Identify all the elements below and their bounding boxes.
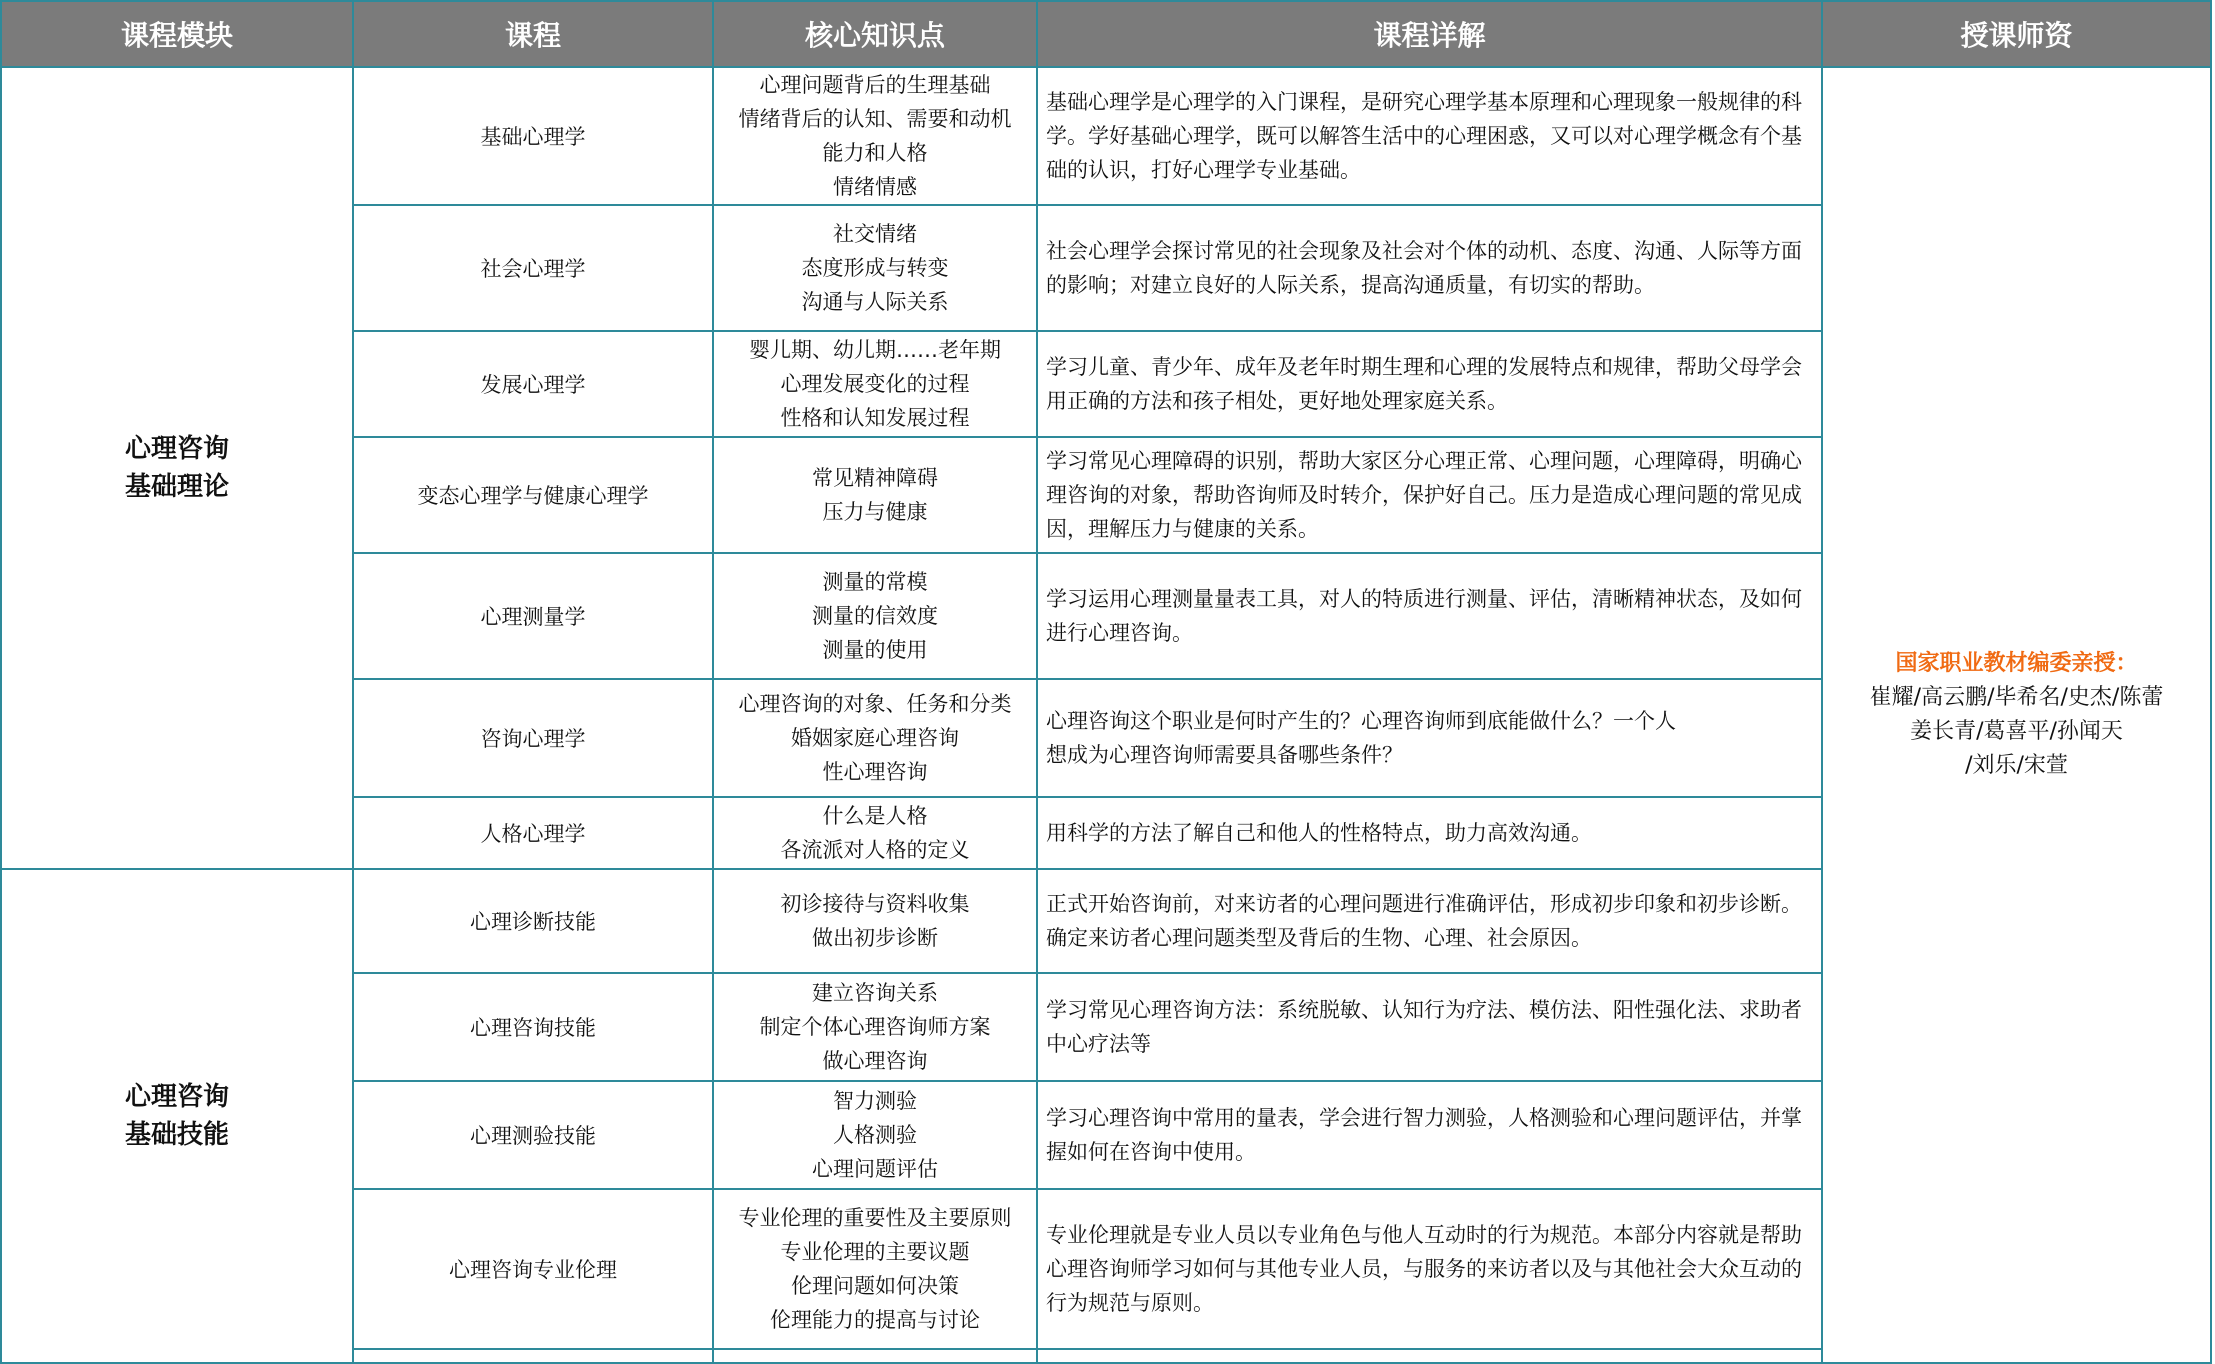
course-detail: 用科学的方法了解自己和他人的性格特点，助力高效沟通。	[1037, 797, 1822, 869]
key-point: 做心理咨询	[822, 1049, 928, 1073]
key-points	[713, 1081, 1037, 1189]
course-detail: 学习常见心理咨询方法：系统脱敏、认知行为疗法、模仿法、阳性强化法、求助者中心疗法等	[1037, 973, 1822, 1081]
course-name: 心理诊断技能	[353, 869, 713, 973]
module-line: 心理咨询	[124, 1082, 229, 1112]
course-name: 人格心理学	[353, 797, 713, 869]
course-detail: 基础心理学是心理学的入门课程，是研究心理学基本原理和心理现象一般规律的科学。学好基础心理学，既可以解答生活中的心理困惑，又可以对心理学概念有个基础的认识，打好心理学专业基础。	[1037, 67, 1822, 205]
key-point: 性心理咨询	[822, 760, 928, 784]
key-point: 专业伦理的重要性及主要原则	[738, 1206, 1012, 1230]
key-points	[713, 869, 1037, 973]
course-detail: 正式开始咨询前，对来访者的心理问题进行准确评估，形成初步印象和初步诊断。确定来访者心理问题类型及背后的生物、心理、社会原因。	[1037, 869, 1822, 973]
key-point: 情绪情感	[833, 175, 917, 199]
module-skills	[1, 869, 353, 1363]
course-name: 社会心理学	[353, 205, 713, 331]
key-point: 心理发展变化的过程	[780, 372, 970, 396]
module-theory	[1, 67, 353, 869]
key-points	[713, 437, 1037, 553]
key-point: 初诊接待与资料收集	[780, 892, 970, 916]
header-detail: 课程详解	[1037, 1, 1822, 67]
key-point: 伦理能力的提高与讨论	[770, 1308, 980, 1332]
teacher-line: 姜长青/葛喜平/孙闻天	[1910, 719, 2123, 744]
key-point: 能力和人格	[822, 141, 928, 165]
key-point: 伦理问题如何决策	[791, 1274, 959, 1298]
course-detail: 社会心理学会探讨常见的社会现象及社会对个体的动机、态度、沟通、人际等方面的影响；对建立良好的人际关系，提高沟通质量，有切实的帮助。	[1037, 205, 1822, 331]
key-point: 什么是人格	[822, 804, 928, 828]
key-points	[713, 1189, 1037, 1349]
key-point: 专业伦理的主要议题	[780, 1240, 970, 1264]
table-row	[1, 67, 2211, 205]
course-name: 心理咨询技能	[353, 973, 713, 1081]
key-points	[713, 331, 1037, 437]
key-point: 沟通与人际关系	[801, 290, 949, 314]
course-detail: 学习运用心理测量量表工具，对人的特质进行测量、评估，清晰精神状态，及如何进行心理咨询。	[1037, 553, 1822, 679]
course-detail: 心理咨询这个职业是何时产生的？心理咨询师到底能做什么？一个人 想成为心理咨询师需要具备哪些条件？	[1037, 679, 1822, 797]
key-point: 情绪背后的认知、需要和动机	[738, 107, 1012, 131]
header-row	[1, 1, 2211, 67]
course-detail: 学习心理咨询中常用的量表，学会进行智力测验，人格测验和心理问题评估，并掌握如何在咨询中使用。	[1037, 1081, 1822, 1189]
course-name: 发展心理学	[353, 331, 713, 437]
teacher-line: /刘乐/宋萱	[1965, 753, 2068, 778]
key-points	[713, 67, 1037, 205]
course-detail: 专业伦理就是专业人员以专业角色与他人互动时的行为规范。本部分内容就是帮助心理咨询师学习如何与其他专业人员，与服务的来访者以及与其他社会大众互动的行为规范与原则。	[1037, 1189, 1822, 1349]
course-name: 基础心理学	[353, 67, 713, 205]
key-points	[713, 797, 1037, 869]
key-point: 心理问题背后的生理基础	[759, 73, 991, 97]
key-point: 心理咨询的对象、任务和分类	[738, 692, 1012, 716]
header-course: 课程	[353, 1, 713, 67]
key-point: 压力与健康	[822, 500, 928, 524]
teacher-line: 崔耀/高云鹏/毕希名/史杰/陈蕾	[1869, 685, 2164, 710]
header-module: 课程模块	[1, 1, 353, 67]
course-detail: 学习儿童、青少年、成年及老年时期生理和心理的发展特点和规律，帮助父母学会用正确的方法和孩子相处，更好地处理家庭关系。	[1037, 331, 1822, 437]
module-line: 基础技能	[124, 1120, 229, 1150]
empty-cell	[713, 1349, 1037, 1363]
module-line: 心理咨询	[124, 434, 229, 464]
teacher-cell	[1822, 67, 2211, 1363]
key-point: 各流派对人格的定义	[780, 838, 970, 862]
course-name: 心理测验技能	[353, 1081, 713, 1189]
key-point: 建立咨询关系	[812, 981, 938, 1005]
header-points: 核心知识点	[713, 1, 1037, 67]
course-name: 咨询心理学	[353, 679, 713, 797]
teacher-title: 国家职业教材编委亲授：	[1895, 651, 2138, 676]
key-points	[713, 973, 1037, 1081]
key-point: 测量的使用	[822, 638, 928, 662]
course-name: 心理测量学	[353, 553, 713, 679]
key-point: 智力测验	[833, 1089, 917, 1113]
header-teacher: 授课师资	[1822, 1, 2211, 67]
key-points	[713, 553, 1037, 679]
course-name: 心理咨询专业伦理	[353, 1189, 713, 1349]
course-name: 变态心理学与健康心理学	[353, 437, 713, 553]
key-points	[713, 679, 1037, 797]
empty-cell	[1037, 1349, 1822, 1363]
key-point: 心理问题评估	[812, 1157, 938, 1181]
course-detail: 学习常见心理障碍的识别，帮助大家区分心理正常、心理问题，心理障碍，明确心理咨询的对象，帮助咨询师及时转介，保护好自己。压力是造成心理问题的常见成因，理解压力与健康的关系。	[1037, 437, 1822, 553]
key-point: 测量的常模	[822, 570, 928, 594]
key-points	[713, 205, 1037, 331]
key-point: 测量的信效度	[812, 604, 938, 628]
key-point: 制定个体心理咨询师方案	[759, 1015, 991, 1039]
key-point: 做出初步诊断	[812, 926, 938, 950]
module-line: 基础理论	[124, 472, 229, 502]
key-point: 常见精神障碍	[812, 466, 938, 490]
key-point: 人格测验	[833, 1123, 917, 1147]
key-point: 婴儿期、幼儿期……老年期	[749, 338, 1001, 362]
key-point: 社交情绪	[833, 222, 917, 246]
key-point: 婚姻家庭心理咨询	[791, 726, 959, 750]
key-point: 性格和认知发展过程	[780, 406, 970, 430]
empty-cell	[353, 1349, 713, 1363]
key-point: 态度形成与转变	[801, 256, 949, 280]
